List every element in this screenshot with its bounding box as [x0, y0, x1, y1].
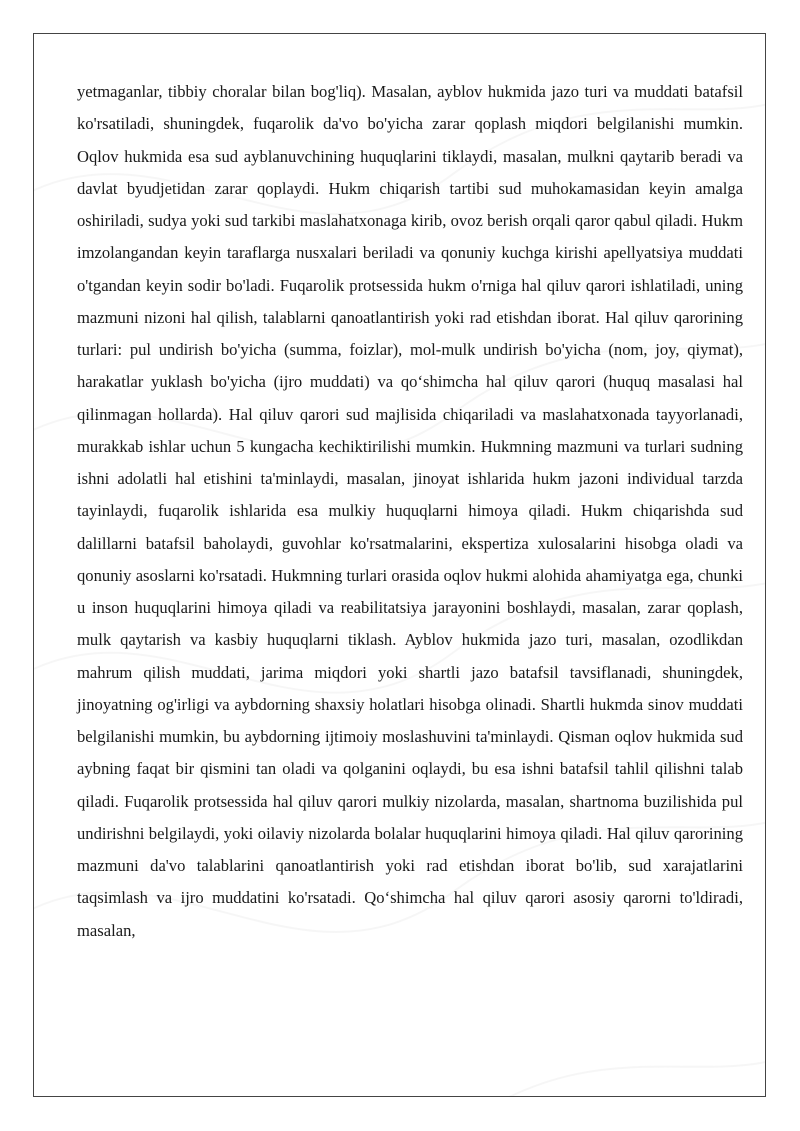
document-page — [33, 33, 766, 1097]
body-paragraph: yetmaganlar, tibbiy choralar bilan bog'liq). Masalan, ayblov hukmida jazo turi va muddati batafsil ko'rsatiladi, shuningdek, fuqarolik da'vo bo'yicha zarar qoplash miqdori belgilanishi mumkin. Oqlov hukmida esa sud ayblanuvchining huquqlarini tiklaydi, masalan, mulkni qaytarib beradi va davlat byudjetidan zarar qoplaydi. Hukm chiqarish tartibi sud muhokamasidan keyin amalga oshiriladi, sudya yoki sud tarkibi maslahatxonaga kirib, ovoz berish orqali qaror qabul qiladi. Hukm imzolangandan keyin taraflarga nusxalari beriladi va qonuniy kuchga kirishi apellyatsiya muddati o'tgandan keyin sodir bo'ladi. Fuqarolik protsessida hukm o'rniga hal qiluv qarori ishlatiladi, uning mazmuni nizoni hal qilish, talablarni qanoatlantirish yoki rad etishdan iborat. Hal qiluv qarorining turlari: pul undirish bo'yicha (summa, foizlar), mol-mulk undirish bo'yicha (nom, joy, qiymat), harakatlar yuklash bo'yicha (ijro muddati) va qo‘shimcha hal qiluv qarori (huquq masalasi hal qilinmagan hollarda). Hal qiluv qarori sud majlisida chiqariladi va maslahatxonada tayyorlanadi, murakkab ishlar uchun 5 kungacha kechiktirilishi mumkin. Hukmning mazmuni va turlari sudning ishni adolatli hal etishini ta'minlaydi, masalan, jinoyat ishlarida hukm jazoni individual tarzda tayinlaydi, fuqarolik ishlarida esa mulkiy huquqlarni himoya qiladi. Hukm chiqarishda sud dalillarni batafsil baholaydi, guvohlar ko'rsatmalarini, ekspertiza xulosalarini hisobga oladi va qonuniy asoslarni ko'rsatadi. Hukmning turlari orasida oqlov hukmi alohida ahamiyatga ega, chunki u inson huquqlarini himoya qiladi va reabilitatsiya jarayonini boshlaydi, masalan, zarar qoplash, mulk qaytarish va kasbiy huquqlarni tiklash. Ayblov hukmida jazo turi, masalan, ozodlikdan mahrum qilish muddati, jarima miqdori yoki shartli jazo batafsil tavsiflanadi, shuningdek, jinoyatning og'irligi va aybdorning shaxsiy holatlari hisobga olinadi. Shartli hukmda sinov muddati belgilanishi mumkin, bu aybdorning ijtimoiy moslashuvini ta'minlaydi. Qisman oqlov hukmida sud aybning faqat bir qismini tan oladi va qolganini oqlaydi, bu esa ishni batafsil tahlil qilishni talab qiladi. Fuqarolik protsessida hal qiluv qarori mulkiy nizolarda, masalan, shartnoma buzilishida pul undirishni belgilaydi, yoki oilaviy nizolarda bolalar huquqlarini himoya qiladi. Hal qiluv qarorining mazmuni da'vo talablarini qanoatlantirish yoki rad etishdan iborat bo'lib, sud xarajatlarini taqsimlash va ijro muddatini ko'rsatadi. Qo‘shimcha hal qiluv qarori asosiy qarorni to'ldiradi, masalan, — [77, 82, 743, 940]
